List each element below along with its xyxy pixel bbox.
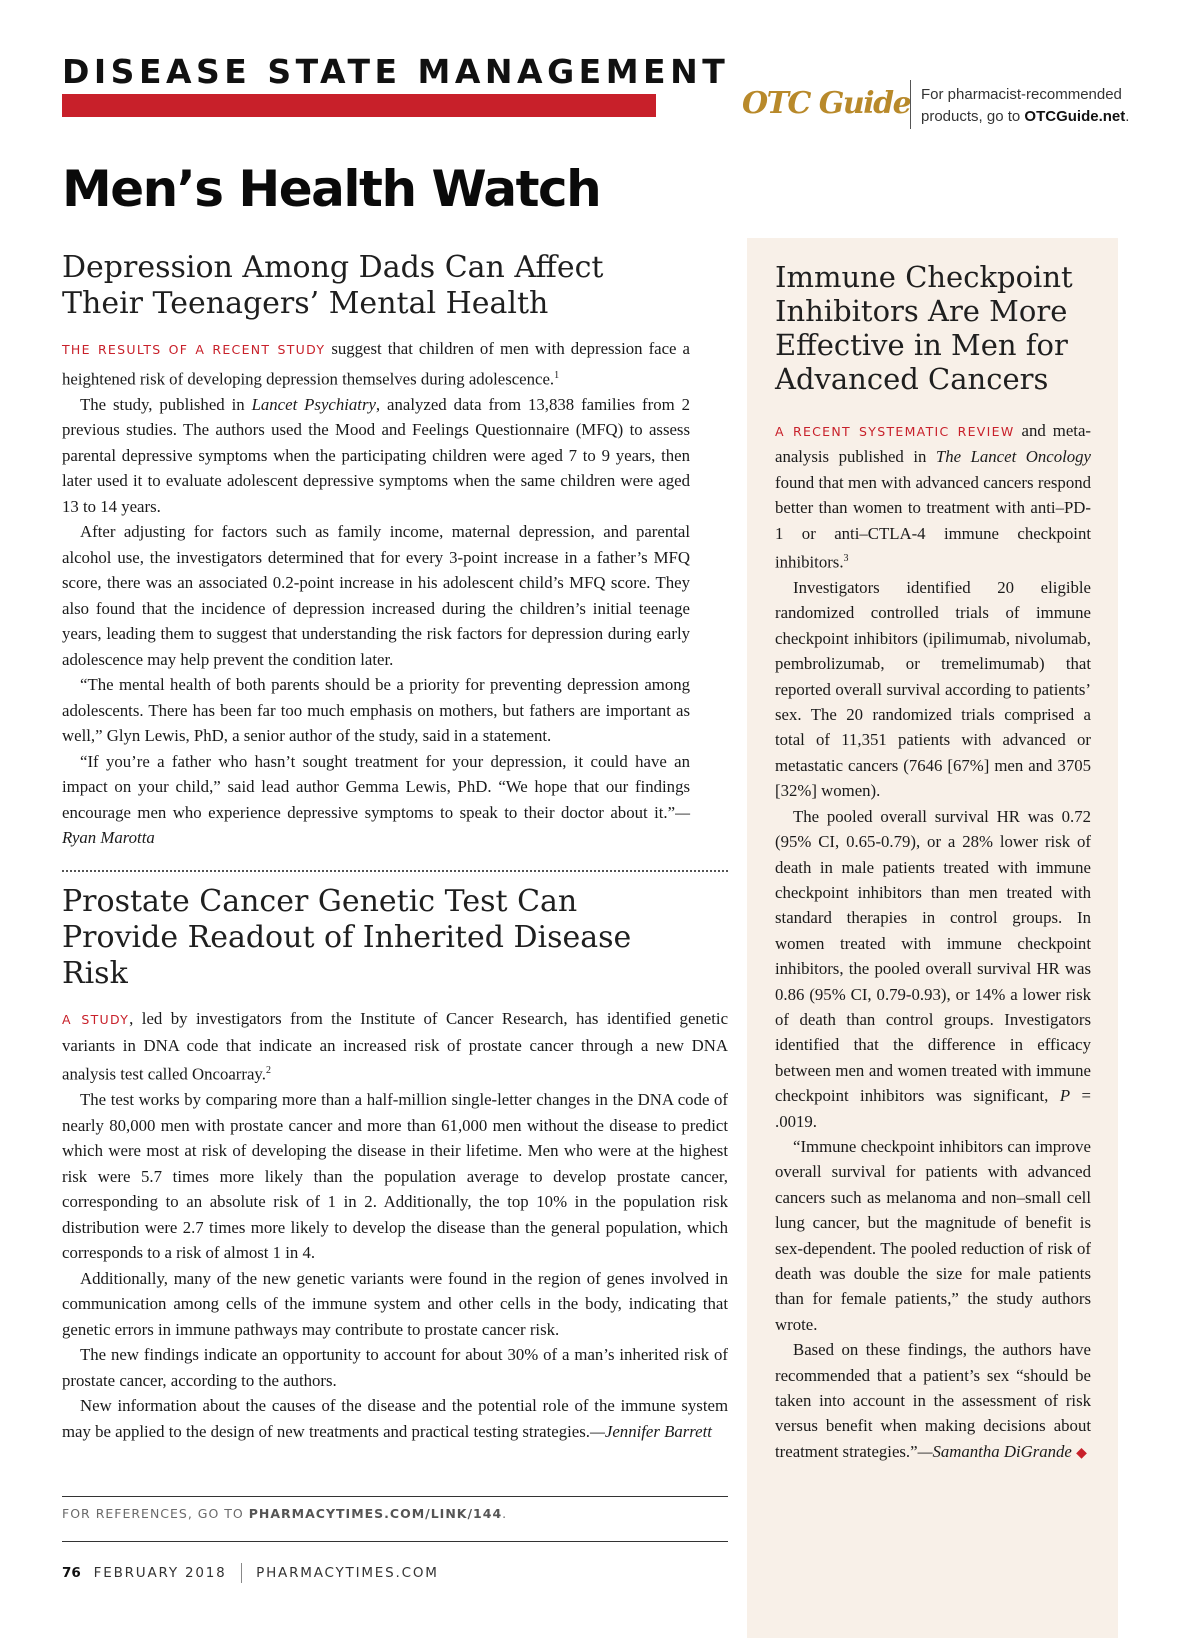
otc-guide-note [921, 84, 1151, 128]
text: The pooled overall survival HR was 0.72 (95% CI, 0.65-0.79), or a 28% lower risk of death in male patients treated with immune checkpoint inhibitors than men treated with standard therapies in control groups. In women treated with immune checkpoint inhibitors, the pooled overall survival HR was 0.86 (95% CI, 0.79-0.93), or 14% a lower risk of death than control groups. Investigators identified that the difference in efficacy between men and women treated with immune checkpoint inhibitors was significant, [775, 806, 1091, 1106]
lead-in: THE RESULTS OF A RECENT STUDY [62, 342, 326, 357]
text: . [502, 1506, 508, 1521]
article-headline: Prostate Cancer Genetic Test Can Provide Readout of Inherited Disease Risk [62, 884, 632, 991]
paragraph [62, 749, 690, 851]
text: “If you’re a father who hasn’t sought treatment for your depression, it could have an impact on your child,” said lead author Gemma Lewis, PhD. “We hope that our findings encourage men who experience depressive symptoms to speak to their doctor about it.” [62, 751, 690, 822]
article-body [62, 1006, 728, 1444]
text: New information about the causes of the disease and the potential role of the immune system may be applied to the design of new treatments and practical testing strategies. [62, 1396, 728, 1441]
otc-divider [910, 80, 911, 129]
article-prostate-cancer [62, 884, 728, 1444]
author-credit: —Samantha DiGrande [917, 1441, 1072, 1461]
footer-separator [241, 1563, 242, 1583]
article-divider [62, 870, 728, 872]
reference-mark: 1 [554, 369, 560, 381]
paragraph [62, 1006, 728, 1087]
text: suggest that children of men with depression face a heightened risk of developing depression themselves during adolescence. [62, 339, 690, 389]
issue-date: FEBRUARY 2018 [93, 1565, 227, 1581]
otc-guide-logo: OTC Guide [742, 86, 911, 121]
text: Based on these findings, the authors have recommended that a patient’s sex “should be taken into account in the assessment of risk versus benefit when making decisions about treatment strategies.” [775, 1340, 1091, 1461]
page-footer [62, 1563, 439, 1583]
journal-name: Lancet Psychiatry [251, 394, 376, 414]
article-body [775, 418, 1091, 1466]
paragraph [775, 804, 1091, 1134]
article-depression-dads [62, 250, 690, 851]
text: , analyzed data from 13,838 families from 2 previous studies. The authors used the Mood and Feelings Questionnaire (MFQ) to assess parental depressive symptoms when the participating children were aged 7 to 9 years, then later used it to evaluate adolescent depressive symptoms when the same children were aged 13 to 14 years. [62, 394, 690, 516]
paragraph: After adjusting for factors such as family income, maternal depression, and parental alcohol use, the investigators determined that for every 3-point increase in a father’s MFQ score, there was an associated 0.2-point increase in his adolescent child’s MFQ score. They also found that the incidence of depression increased during the children’s initial teenage years, leading them to suggest that understanding the risk factors for depression during early adolescence may help prevent the condition later. [62, 522, 690, 669]
references-note [62, 1506, 507, 1521]
text: FOR REFERENCES, GO TO [62, 1506, 249, 1521]
references-top-rule [62, 1496, 728, 1497]
lead-in: A STUDY [62, 1012, 130, 1027]
paragraph: The test works by comparing more than a half-million single-letter changes in the DNA code of nearly 80,000 men with prostate cancer and more than 61,000 men without the disease to predict which were most at risk of developing the disease in their lifetime. Men who were at the highest risk were 5.7 times more likely than the population average to develop prostate cancer, corresponding to an absolute risk of 1 in 2. Additionally, the top 10% in the population risk distribution were 2.7 times more likely to develop the disease than the general population, which corresponds to a risk of almost 1 in 4. [62, 1090, 728, 1263]
page-title: Men’s Health Watch [62, 160, 601, 218]
paragraph [62, 336, 690, 392]
text: The study, published in [80, 394, 252, 414]
journal-name: The Lancet Oncology [935, 447, 1091, 467]
lead-in: A RECENT SYSTEMATIC REVIEW [775, 424, 1015, 439]
end-mark-icon: ◆ [1076, 1445, 1087, 1461]
paragraph [62, 1393, 728, 1444]
section-red-bar [62, 94, 656, 117]
paragraph: The new findings indicate an opportunity to account for about 30% of a man’s inherited risk of prostate cancer, according to the authors. [62, 1345, 728, 1390]
text: = .0019. [775, 1086, 1091, 1131]
p-value-symbol: P [1059, 1086, 1071, 1106]
article-headline: Depression Among Dads Can Affect Their Teenagers’ Mental Health [62, 250, 604, 321]
article-headline: Immune Checkpoint Inhibitors Are More Effective in Men for Advanced Cancers [775, 260, 1073, 396]
otc-note-line1: For pharmacist-recommended [921, 86, 1122, 103]
paragraph [775, 418, 1091, 575]
text: and meta-analysis published in [775, 421, 1092, 467]
otc-note-end: . [1125, 108, 1130, 125]
paragraph [775, 1337, 1091, 1466]
otc-note-line2: products, go to [921, 108, 1025, 125]
author-credit: —Ryan Marotta [62, 802, 690, 848]
author-credit: —Jennifer Barrett [589, 1421, 712, 1441]
text: , led by investigators from the Institute of Cancer Research, has identified genetic variants in DNA code that indicate an increased risk of prostate cancer through a new DNA analysis test called Oncoarray. [62, 1009, 729, 1084]
otc-guide-link[interactable]: OTCGuide.net [1024, 108, 1126, 125]
paragraph: “The mental health of both parents should be a priority for preventing depression among adolescents. There has been far too much emphasis on mothers, but fathers are important as well,” Glyn Lewis, PhD, a senior author of the study, said in a statement. [62, 675, 690, 746]
references-link[interactable]: PHARMACYTIMES.COM/LINK/144 [248, 1506, 503, 1521]
article-body [62, 336, 690, 851]
page-number: 76 [62, 1565, 81, 1581]
paragraph: Additionally, many of the new genetic variants were found in the region of genes involved in communication among cells of the immune system and other cells in the body, indicating that genetic errors in immune pathways may contribute to prostate cancer risk. [62, 1268, 728, 1339]
section-label: DISEASE STATE MANAGEMENT [62, 52, 730, 91]
reference-mark: 3 [843, 553, 849, 565]
paragraph: Investigators identified 20 eligible randomized controlled trials of immune checkpoint inhibitors (ipilimumab, nivolumab, pembrolizumab, or tremelimumab) that reported overall survival according to patients’ sex. The 20 randomized trials comprised a total of 11,351 patients with advanced or metastatic cancers (7646 [67%] men and 3705 [32%] women). [775, 578, 1091, 801]
article-immune-checkpoint [775, 260, 1091, 1466]
reference-mark: 2 [265, 1065, 271, 1076]
paragraph [62, 392, 690, 520]
text: found that men with advanced cancers respond better than women to treatment with anti–PD-1 or anti–CTLA-4 immune checkpoint inhibitors. [775, 472, 1091, 572]
paragraph: “Immune checkpoint inhibitors can improve overall survival for patients with advanced cancers such as melanoma and non–small cell lung cancer, but the magnitude of benefit is sex-dependent. The pooled reduction of risk of death was double the size for male patients than for female patients,” the study authors wrote. [775, 1136, 1091, 1334]
references-bottom-rule [62, 1541, 728, 1542]
site-name: PHARMACYTIMES.COM [256, 1565, 439, 1581]
